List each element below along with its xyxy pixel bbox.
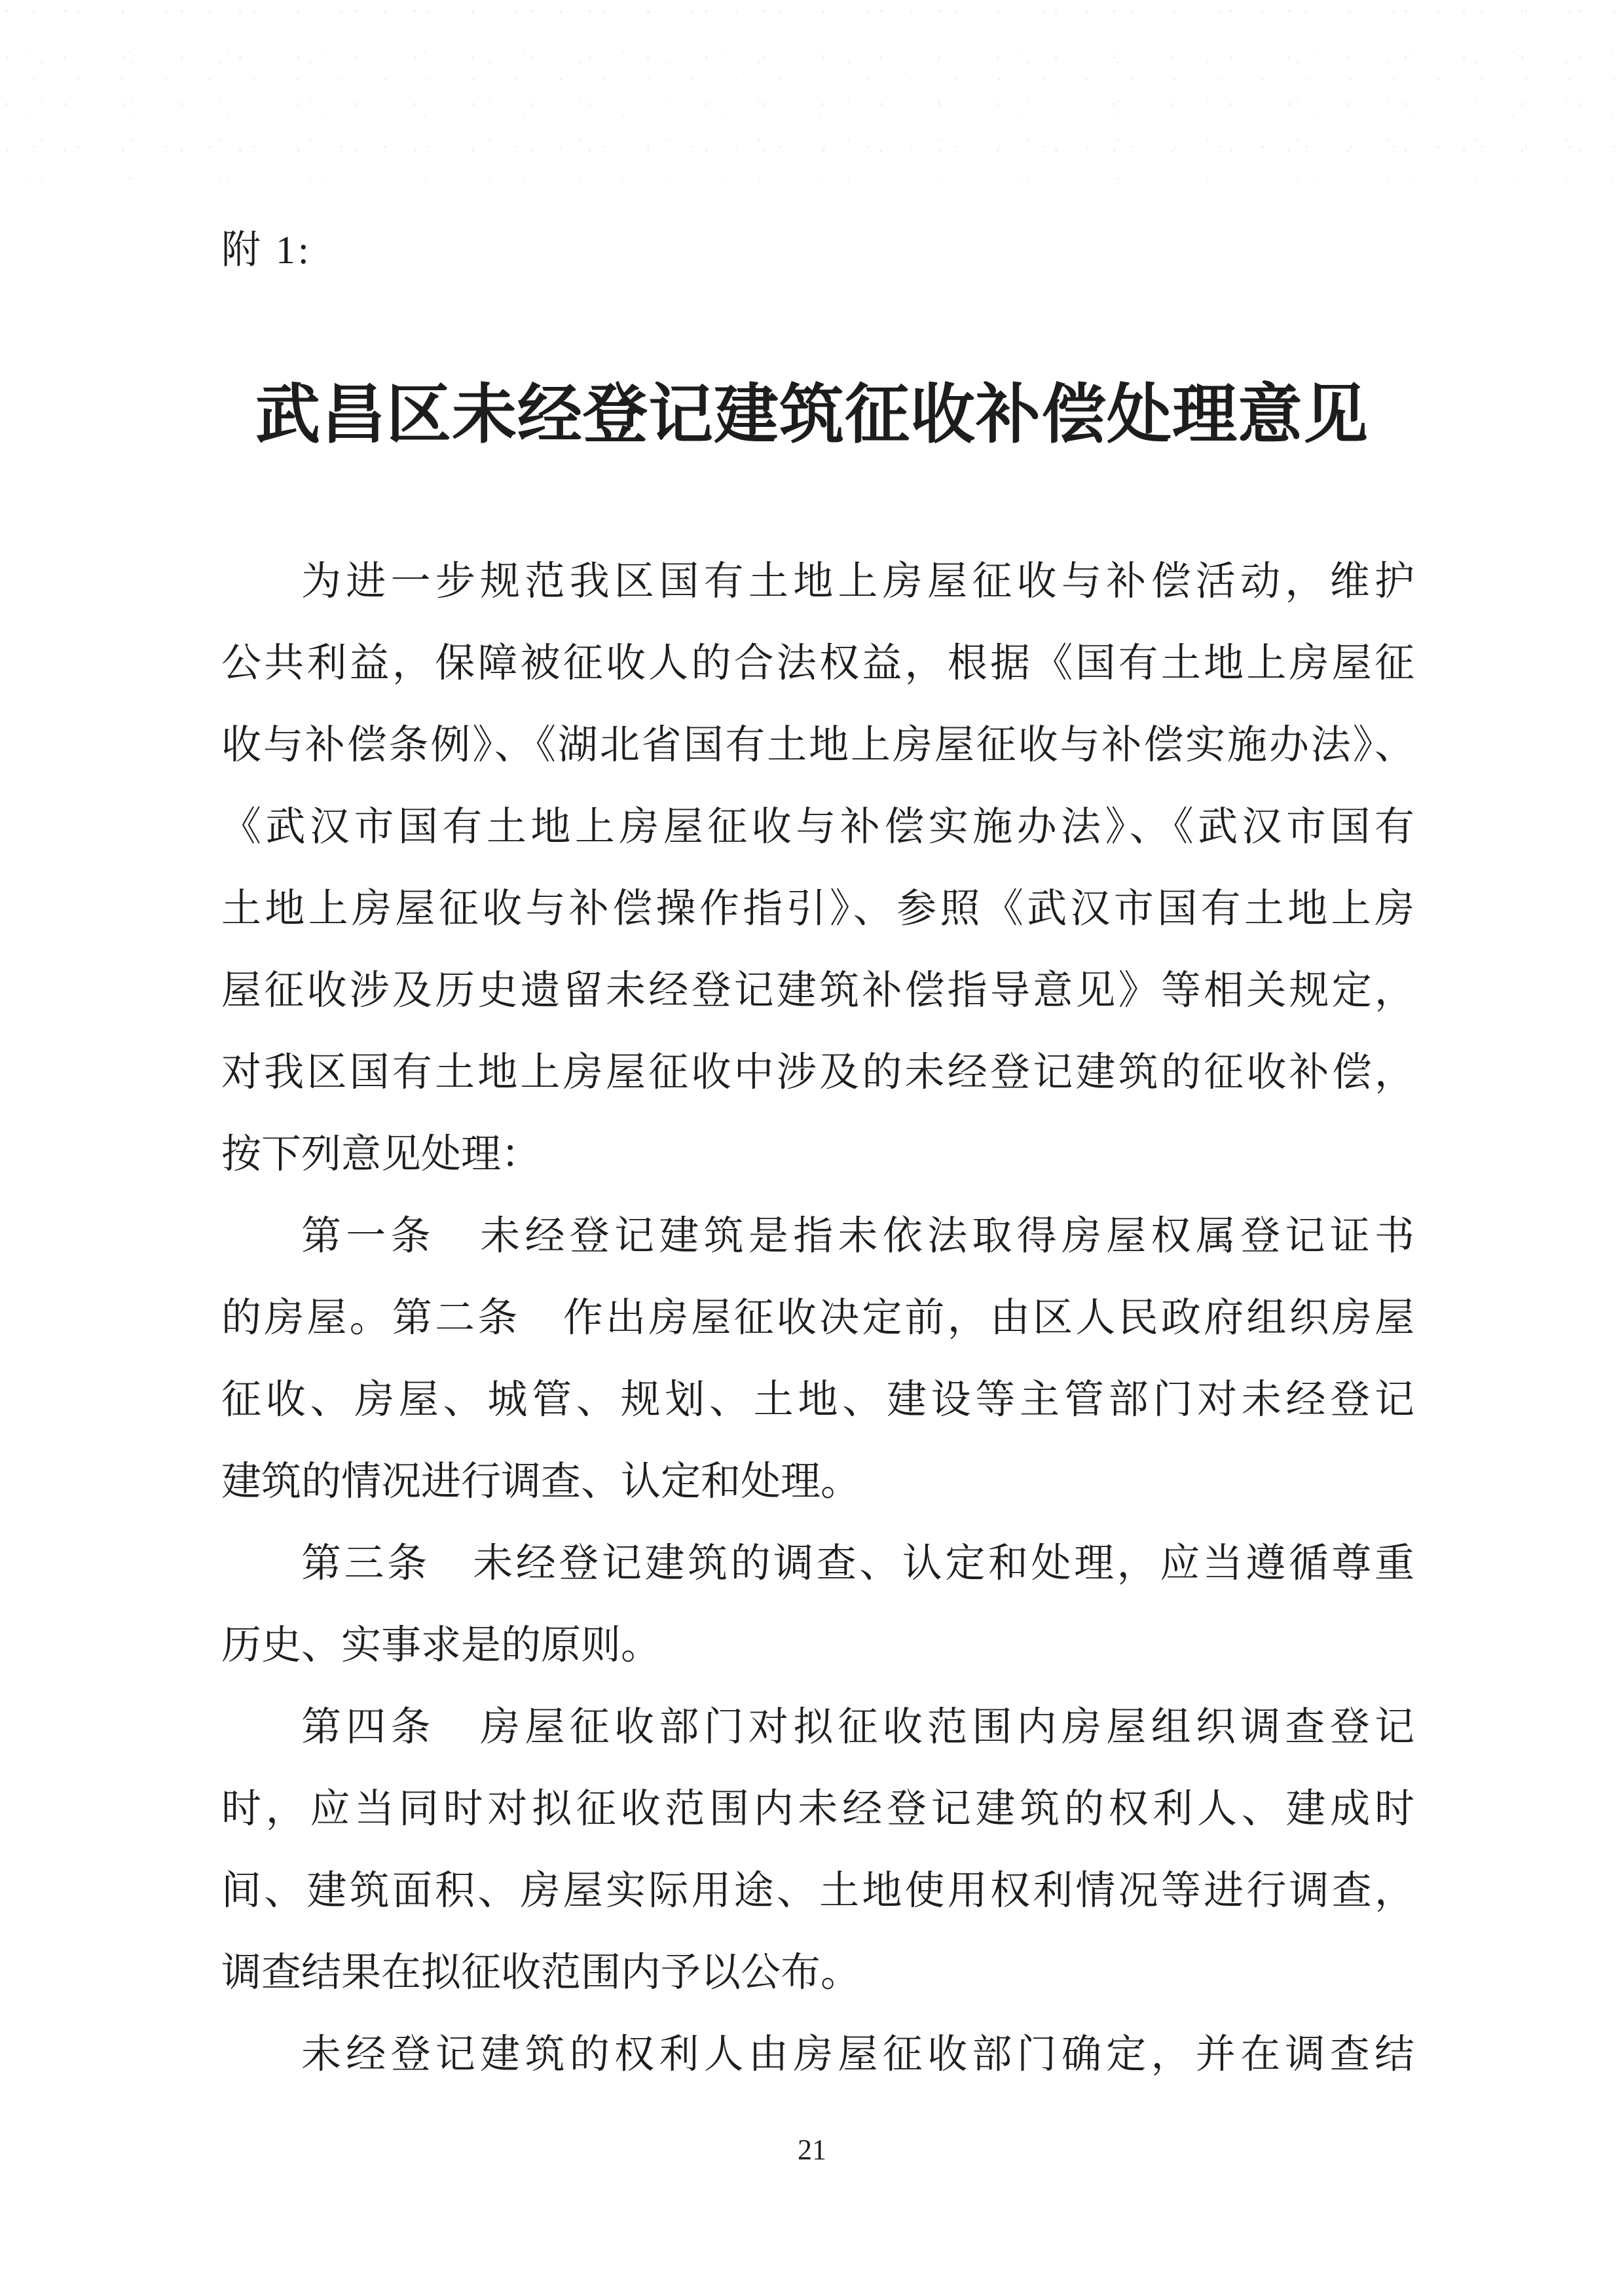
text-line: 调查结果在拟征收范围内予以公布。 — [221, 1951, 861, 1995]
text-line: 《武汉市国有土地上房屋征收与补偿实施办法》、《武汉市国有 — [221, 805, 1414, 849]
text-line: 第三条 未经登记建筑的调查、认定和处理，应当遵循尊重 — [301, 1542, 1414, 1586]
attachment-label: 附 1: — [221, 228, 312, 272]
text-line: 第四条 房屋征收部门对拟征收范围内房屋组织调查登记 — [301, 1705, 1414, 1749]
text-line: 时，应当同时对拟征收范围内未经登记建筑的权利人、建成时 — [221, 1787, 1414, 1831]
text-line: 收与补偿条例》、《湖北省国有土地上房屋征收与补偿实施办法》、 — [221, 723, 1414, 767]
text-line: 未经登记建筑的权利人由房屋征收部门确定，并在调查结 — [301, 2033, 1414, 2077]
text-line: 公共利益，保障被征收人的合法权益，根据《国有土地上房屋征 — [221, 642, 1414, 685]
text-line: 间、建筑面积、房屋实际用途、土地使用权利情况等进行调查， — [221, 1869, 1414, 1913]
text-line: 土地上房屋征收与补偿操作指引》、参照《武汉市国有土地上房 — [221, 887, 1414, 931]
page-number: 21 — [798, 2134, 826, 2166]
document-title: 武昌区未经登记建筑征收补偿处理意见 — [255, 380, 1369, 451]
text-line: 建筑的情况进行调查、认定和处理。 — [221, 1460, 861, 1504]
text-line: 第一条 未经登记建筑是指未依法取得房屋权属登记证书 — [301, 1214, 1414, 1258]
text-line: 按下列意见处理： — [221, 1133, 542, 1176]
scan-noise-texture — [0, 0, 1624, 196]
text-line: 屋征收涉及历史遗留未经登记建筑补偿指导意见》等相关规定， — [221, 969, 1414, 1013]
text-line: 对我区国有土地上房屋征收中涉及的未经登记建筑的征收补偿， — [221, 1051, 1414, 1095]
text-line: 征收、房屋、城管、规划、土地、建设等主管部门对未经登记 — [221, 1378, 1414, 1422]
text-line: 历史、实事求是的原则。 — [221, 1624, 661, 1667]
document-body — [221, 541, 1414, 2096]
text-line: 为进一步规范我区国有土地上房屋征收与补偿活动，维护 — [301, 560, 1414, 604]
text-line: 的房屋。第二条 作出房屋征收决定前，由区人民政府组织房屋 — [221, 1296, 1414, 1340]
